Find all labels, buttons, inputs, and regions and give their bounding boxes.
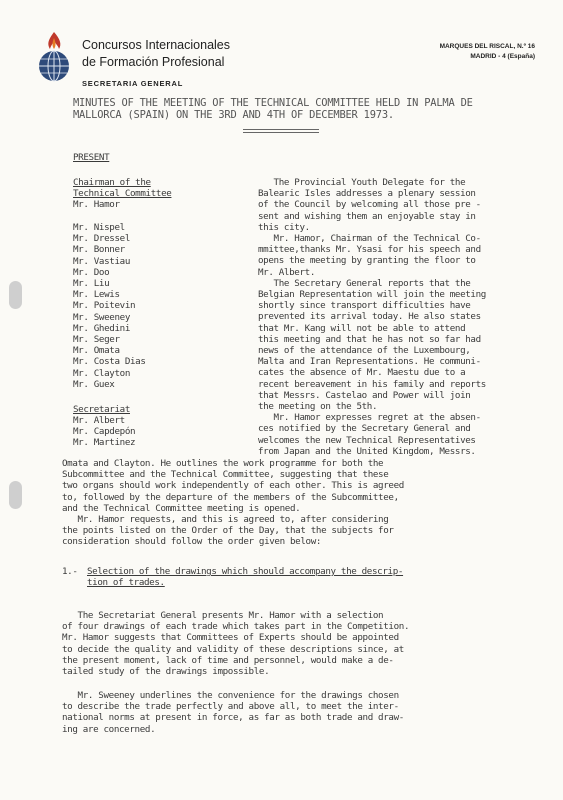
org-name-line2: de Formación Profesional	[82, 55, 225, 69]
member-name: Mr. Doo	[73, 266, 110, 278]
section-heading-line1: Selection of the drawings which should accompany the descrip-	[87, 566, 404, 577]
member-name: Mr. Ghedini	[73, 322, 130, 334]
chairman-name: Mr. Hamor	[73, 199, 120, 210]
body-line: The Provincial Youth Delegate for the	[258, 177, 466, 188]
member-name: Mr. Costa Dias	[73, 356, 146, 368]
body-line: ces notified by the Secretary General and	[258, 423, 471, 435]
body-line: of four drawings of each trade which takes part in the Competition.	[62, 621, 410, 633]
body-line: Mr. Hamor expresses regret at the absen-	[258, 412, 481, 424]
org-name-line1: Concursos Internacionales	[82, 38, 230, 52]
body-line: Belgian Representation will join the meeting	[258, 289, 486, 301]
punch-hole	[9, 481, 22, 509]
secretariat-member: Mr. Capdepón	[73, 426, 136, 438]
section-heading-line2: tion of trades.	[87, 577, 165, 588]
body-line: the points listed on the Order of the Day, that the subjects for	[62, 525, 394, 537]
body-line: ing are concerned.	[62, 723, 156, 735]
body-line: the present moment, lack of time and personnel, would make a de-	[62, 654, 394, 666]
body-line: mmittee,thanks Mr. Ysasi for his speech and	[258, 244, 481, 256]
member-name: Mr. Clayton	[73, 367, 130, 379]
department-name: SECRETARIA GENERAL	[82, 79, 184, 88]
body-line: two organs should work independently of each other. This is agreed	[62, 480, 404, 492]
body-line: The Secretariat General presents Mr. Hamor with a selection	[62, 610, 384, 621]
body-line: prevented its arrival today. He also states	[258, 311, 481, 323]
member-name: Mr. Vastiau	[73, 255, 130, 267]
secretariat-heading: Secretariat	[73, 404, 130, 415]
full-paragraph-1	[62, 458, 404, 548]
right-column-text	[258, 177, 486, 457]
body-line: sent and wishing them an enjoyable stay in	[258, 210, 476, 222]
member-name: Mr. Omata	[73, 345, 120, 357]
body-line: to decide the quality and validity of these descriptions since, at	[62, 643, 404, 655]
body-line: Mr. Hamor requests, and this is agreed to, after considering	[62, 514, 389, 526]
body-line: to describe the trade perfectly and above all, to meet the inter-	[62, 701, 399, 713]
section-number: 1.-	[62, 566, 78, 577]
punch-hole	[9, 281, 22, 309]
body-line: Balearic Isles addresses a plenary session	[258, 188, 476, 200]
body-line: the meeting on the 5th.	[258, 401, 378, 413]
title-divider	[243, 129, 319, 133]
flame-globe-emblem-icon	[38, 30, 70, 86]
body-line: national norms at present in force, as far as both trade and draw-	[62, 712, 404, 724]
body-line: cates the absence of Mr. Maestu due to a	[258, 367, 466, 379]
body-line: Mr. Albert.	[258, 266, 315, 278]
address-line2: MADRID - 4 (España)	[470, 53, 535, 60]
body-line: consideration should follow the order given below:	[62, 536, 322, 548]
chairman-heading-2: Technical Committee	[73, 188, 172, 199]
body-line: and the Technical Committee meeting is opened.	[62, 502, 301, 514]
secretariat-member: Mr. Albert	[73, 415, 125, 426]
body-line: that Messrs. Castelao and Power will join	[258, 389, 471, 401]
member-name: Mr. Dressel	[73, 233, 130, 245]
member-name: Mr. Nispel	[73, 222, 125, 233]
body-line: Malta and Iran Representations. He communi-	[258, 356, 481, 368]
member-name: Mr. Bonner	[73, 244, 125, 256]
body-line: that Mr. Kang will not be able to attend	[258, 322, 466, 334]
body-line: this meeting and that he has not so far had	[258, 333, 481, 345]
body-line: welcomes the new Technical Representatives	[258, 434, 476, 446]
member-name: Mr. Lewis	[73, 289, 120, 301]
present-heading: PRESENT	[73, 152, 110, 163]
member-name: Mr. Seger	[73, 334, 120, 346]
members-list	[73, 222, 146, 390]
body-line: recent bereavement in his family and reports	[258, 378, 486, 390]
body-line: shortly since transport difficulties have	[258, 300, 471, 312]
secretariat-member: Mr. Martinez	[73, 437, 136, 449]
document-title: MINUTES OF THE MEETING OF THE TECHNICAL COMMITTEE HELD IN PALMA DE MALLORCA (SPAIN) ON THE 3RD AND 4TH OF DECEMBER 1973.	[73, 97, 473, 121]
paragraph-3	[62, 690, 404, 735]
body-line: Omata and Clayton. He outlines the work programme for both the	[62, 458, 384, 469]
body-line: tailed study of the drawings impossible.	[62, 666, 270, 678]
member-name: Mr. Poitevin	[73, 300, 136, 312]
body-line: opens the meeting by granting the floor to	[258, 255, 476, 267]
body-line: The Secretary General reports that the	[258, 277, 471, 289]
member-name: Mr. Liu	[73, 278, 110, 290]
body-line: Mr. Sweeney underlines the convenience for the drawings chosen	[62, 690, 399, 701]
body-line: news of the attendance of the Luxembourg,	[258, 345, 471, 357]
secretariat-list	[73, 415, 135, 449]
paragraph-2	[62, 610, 409, 677]
body-line: to, followed by the departure of the members of the Subcommittee,	[62, 491, 399, 503]
body-line: of the Council by welcoming all those pre -	[258, 199, 481, 211]
chairman-heading-1: Chairman of the	[73, 177, 151, 188]
body-line: this city.	[258, 221, 310, 233]
address-line1: MARQUES DEL RISCAL, N.º 16	[439, 43, 535, 50]
body-line: Mr. Hamor, Chairman of the Technical Co-	[258, 233, 481, 245]
body-line: Mr. Hamor suggests that Committees of Experts should be appointed	[62, 632, 399, 644]
member-name: Mr. Guex	[73, 378, 115, 390]
body-line: Subcommittee and the Technical Committee, suggesting that these	[62, 469, 389, 481]
body-line: from Japan and the United Kingdom, Messrs.	[258, 445, 476, 457]
member-name: Mr. Sweeney	[73, 311, 130, 323]
